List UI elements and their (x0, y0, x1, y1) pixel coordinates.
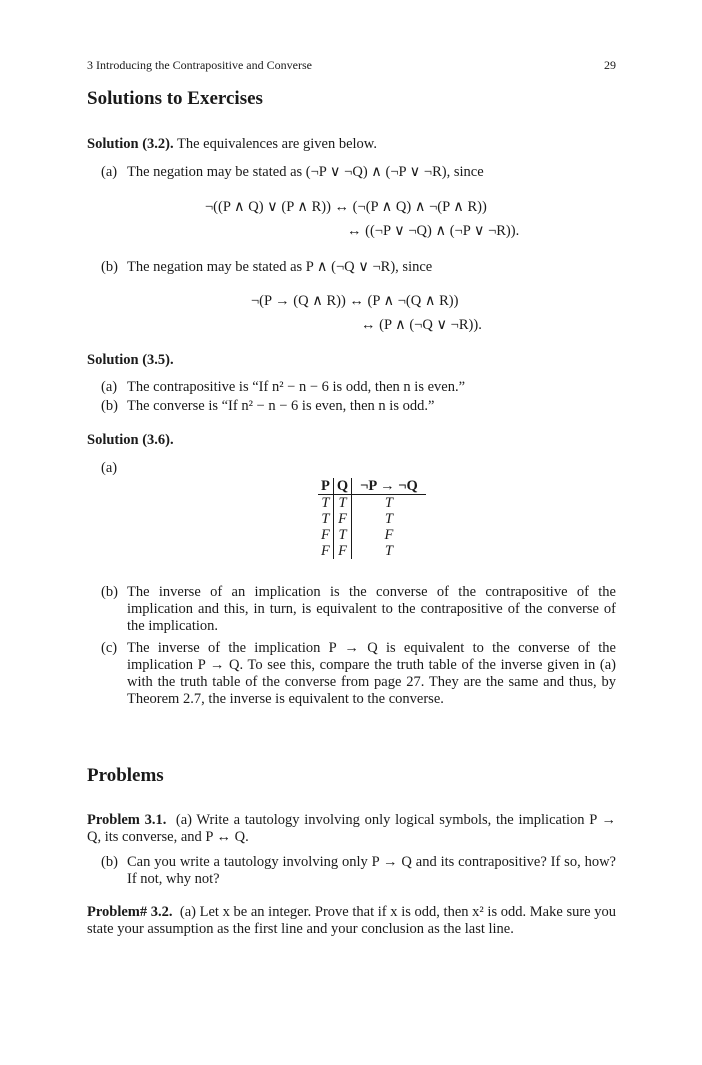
item-label: (c) (101, 640, 118, 656)
item-label: (b) (101, 854, 118, 870)
solution-3-6-c (101, 640, 616, 708)
item-text: The inverse of an implication is the converse of the contrapositive of the implication and this, in turn, is equivalent to the contrapositive of the converse of the implication. (127, 584, 616, 634)
item-text: The converse is “If n² − n − 6 is even, then n is odd.” (127, 398, 435, 414)
equation-line: ↔ (P ∧ (¬Q ∨ ¬R)). (361, 317, 482, 333)
problem-3-1 (87, 812, 616, 846)
equation-line: ¬(P → (Q ∧ R)) ↔ (P ∧ ¬(Q ∧ R)) (251, 293, 459, 309)
table-cell: T (333, 495, 351, 512)
item-text: The inverse of the implication P → Q is equivalent to the converse of the implication P → Q. To see this, compare the truth table of the inverse given in (a) with the truth table of the converse from page 27. They are the same and thus, by Theorem 2.7, the inverse is equivalent to the converse. (127, 640, 616, 707)
problem-label: Problem 3.1. (87, 812, 167, 828)
table-cell: T (384, 495, 393, 511)
table-row (318, 511, 426, 527)
solution-3-2-b (101, 259, 616, 276)
page-number: 29 (604, 58, 616, 72)
table-row (318, 495, 426, 512)
solution-3-5 (87, 352, 174, 369)
solution-label: Solution (3.2). (87, 136, 174, 152)
solution-3-2-a (101, 164, 616, 181)
running-head: 3 Introducing the Contrapositive and Converse (87, 58, 312, 72)
table-cell: F (318, 527, 333, 543)
item-text: The negation may be stated as (¬P ∨ ¬Q) ∧ (¬P ∨ ¬R), since (127, 164, 484, 180)
item-label: (b) (101, 259, 118, 275)
table-cell: F (333, 543, 351, 559)
solution-3-6-b (101, 584, 616, 635)
item-label: (a) (101, 379, 118, 395)
problem-3-1-b (101, 854, 616, 888)
table-cell: F (384, 527, 394, 543)
table-cell: F (333, 511, 351, 527)
problem-3-2 (87, 904, 616, 938)
item-label: (a) (101, 164, 118, 180)
solution-3-6 (87, 432, 174, 449)
problem-label: Problem# 3.2. (87, 904, 173, 920)
table-header: Q (333, 478, 351, 495)
solutions-heading: Solutions to Exercises (87, 88, 263, 109)
table-header: P (318, 478, 333, 495)
item-text: The negation may be stated as P ∧ (¬Q ∨ ¬R), since (127, 259, 433, 275)
item-text: (a) Let x be an integer. Prove that if x is odd, then x² is odd. Make sure you state your assumption as the first line and your conclusion as the last line. (87, 904, 617, 937)
equation-line: ¬((P ∧ Q) ∨ (P ∧ R)) ↔ (¬(P ∧ Q) ∧ ¬(P ∧ R)) (205, 199, 487, 215)
item-label: (b) (101, 398, 118, 414)
table-header: ¬P → ¬Q (352, 478, 426, 495)
item-label: (a) (101, 460, 118, 476)
problems-heading: Problems (87, 765, 164, 786)
table-row (318, 543, 426, 559)
table-cell: T (318, 495, 333, 512)
item-label: (b) (101, 584, 118, 600)
solution-3-2 (87, 136, 377, 153)
table-cell: T (333, 527, 351, 543)
equation-line: ↔ ((¬P ∨ ¬Q) ∧ (¬P ∨ ¬R)). (347, 223, 520, 239)
table-cell: T (318, 511, 333, 527)
table-cell: T (384, 511, 393, 527)
table-cell: T (384, 543, 393, 559)
solution-3-5-a (101, 379, 616, 396)
solution-label: Solution (3.5). (87, 352, 174, 368)
item-text: Can you write a tautology involving only P → Q and its contrapositive? If so, how? If not, why not? (127, 854, 616, 887)
item-text: (a) Write a tautology involving only logical symbols, the implication P → Q, its converse, and P ↔ Q. (87, 812, 616, 845)
solution-label: Solution (3.6). (87, 432, 174, 448)
solution-3-5-b (101, 398, 616, 415)
truth-table (318, 478, 426, 559)
solution-intro: The equivalences are given below. (177, 136, 377, 152)
table-cell: F (318, 543, 333, 559)
item-text: The contrapositive is “If n² − n − 6 is odd, then n is even.” (127, 379, 466, 395)
table-row (318, 527, 426, 543)
